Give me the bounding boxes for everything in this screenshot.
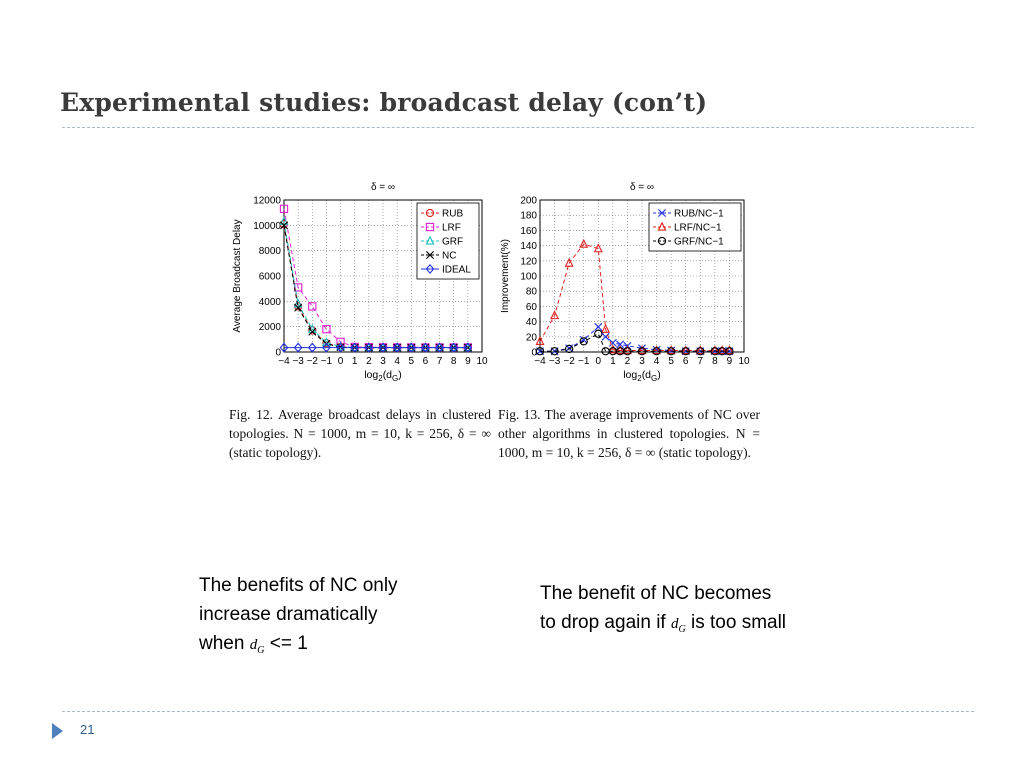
y-tick-label: 80 [525, 286, 537, 298]
x-tick-label: 10 [476, 356, 488, 367]
y-tick-label: 10000 [253, 220, 281, 232]
y-tick-label: 120 [520, 256, 537, 268]
x-tick-label: 6 [682, 356, 689, 367]
x-tick-label: −4 [278, 356, 290, 367]
x-tick-label: −2 [306, 356, 318, 367]
y-tick-label: 2000 [258, 322, 281, 334]
x-tick-label: 4 [394, 356, 400, 367]
slide-title: Experimental studies: broadcast delay (con’t) [60, 88, 708, 117]
x-tick-label: 7 [697, 356, 704, 367]
y-tick-label: 0 [531, 347, 537, 359]
y-tick-label: 180 [520, 210, 537, 222]
x-tick-label: 0 [595, 356, 602, 367]
x-tick-label: −4 [534, 356, 546, 367]
y-tick-label: 4000 [258, 296, 281, 308]
x-tick-label: −3 [292, 356, 304, 367]
note-right-line2: to drop again if $d_G$ is too small [540, 612, 787, 635]
x-tick-label: 1 [351, 356, 358, 367]
y-tick-label: 12000 [253, 195, 281, 207]
note-left [199, 571, 398, 665]
legend-label: LRF/NC−1 [674, 222, 722, 234]
legend [649, 203, 741, 251]
fig12-broadcast-delay-chart [226, 174, 486, 384]
legend-label: LRF [442, 222, 461, 234]
legend-label: RUB [442, 208, 464, 220]
x-tick-label: 7 [436, 356, 443, 367]
play-arrow-icon [52, 723, 63, 739]
chart-title: δ = ∞ [370, 182, 396, 193]
x-tick-label: 10 [738, 356, 750, 367]
x-tick-label: −1 [320, 356, 333, 367]
fig12-caption: Fig. 12. Average broadcast delays in clustered topologies. N = 1000, m = 10, k = 256, δ = ∞ (static topology). [229, 407, 491, 460]
x-tick-label: 3 [380, 356, 386, 367]
note-right-line1: The benefit of NC becomes [540, 583, 772, 604]
x-axis-label: $\log_2(d_G)$ [364, 369, 402, 383]
x-tick-label: 1 [610, 356, 616, 367]
x-tick-label: −1 [578, 356, 590, 367]
chart-title: δ = ∞ [629, 182, 655, 193]
x-tick-label: 4 [653, 356, 660, 367]
title-divider [62, 127, 974, 128]
y-tick-label: 200 [520, 195, 537, 207]
page-number: 21 [80, 722, 95, 737]
y-tick-label: 100 [520, 271, 537, 283]
legend-label: GRF/NC−1 [674, 236, 724, 248]
footer-divider [62, 711, 974, 712]
x-tick-label: 2 [366, 356, 372, 367]
x-tick-label: 8 [712, 356, 718, 367]
x-tick-label: 6 [422, 356, 429, 367]
legend-label: NC [442, 250, 457, 262]
note-left-line1: The benefits of NC only [199, 575, 398, 596]
legend-label: GRF [442, 236, 464, 248]
y-tick-label: 40 [525, 317, 537, 329]
note-left-line3: when $d_G <= 1$ [199, 633, 308, 656]
x-tick-label: 9 [465, 356, 471, 367]
x-tick-label: −3 [548, 356, 561, 367]
y-tick-label: 0 [275, 347, 281, 359]
y-tick-label: 60 [525, 301, 537, 313]
legend [417, 203, 479, 279]
y-tick-label: 6000 [258, 271, 281, 283]
x-tick-label: 0 [337, 356, 344, 367]
x-tick-label: 8 [450, 356, 457, 367]
y-tick-label: 140 [520, 241, 537, 253]
y-tick-label: 160 [520, 225, 537, 237]
x-axis-label: $\log_2(d_G)$ [623, 369, 661, 383]
x-tick-label: 5 [668, 356, 674, 367]
x-tick-label: 9 [726, 356, 733, 367]
note-left-line2: increase dramatically [199, 604, 378, 625]
x-tick-label: 5 [408, 356, 415, 367]
fig13-improvement-chart [498, 174, 760, 384]
legend-label: RUB/NC−1 [674, 208, 724, 220]
x-tick-label: 2 [624, 356, 631, 367]
fig13-caption: Fig. 13. The average improvements of NC over other algorithms in clustered topologies. N = 1000, m = 10, k = 256, δ = ∞ (static topology). [498, 407, 760, 460]
x-tick-label: −2 [563, 356, 575, 367]
y-axis-label: Average Broadcast Delay [232, 219, 243, 333]
note-right [540, 579, 786, 644]
y-axis-label: Improvement(%) [500, 239, 511, 313]
legend-label: IDEAL [442, 264, 471, 276]
x-tick-label: 3 [639, 356, 645, 367]
y-tick-label: 20 [525, 332, 537, 344]
dg-symbol: $d_G$ [249, 637, 265, 656]
dg-symbol: $d_G$ [670, 616, 686, 635]
y-tick-label: 8000 [258, 246, 281, 258]
